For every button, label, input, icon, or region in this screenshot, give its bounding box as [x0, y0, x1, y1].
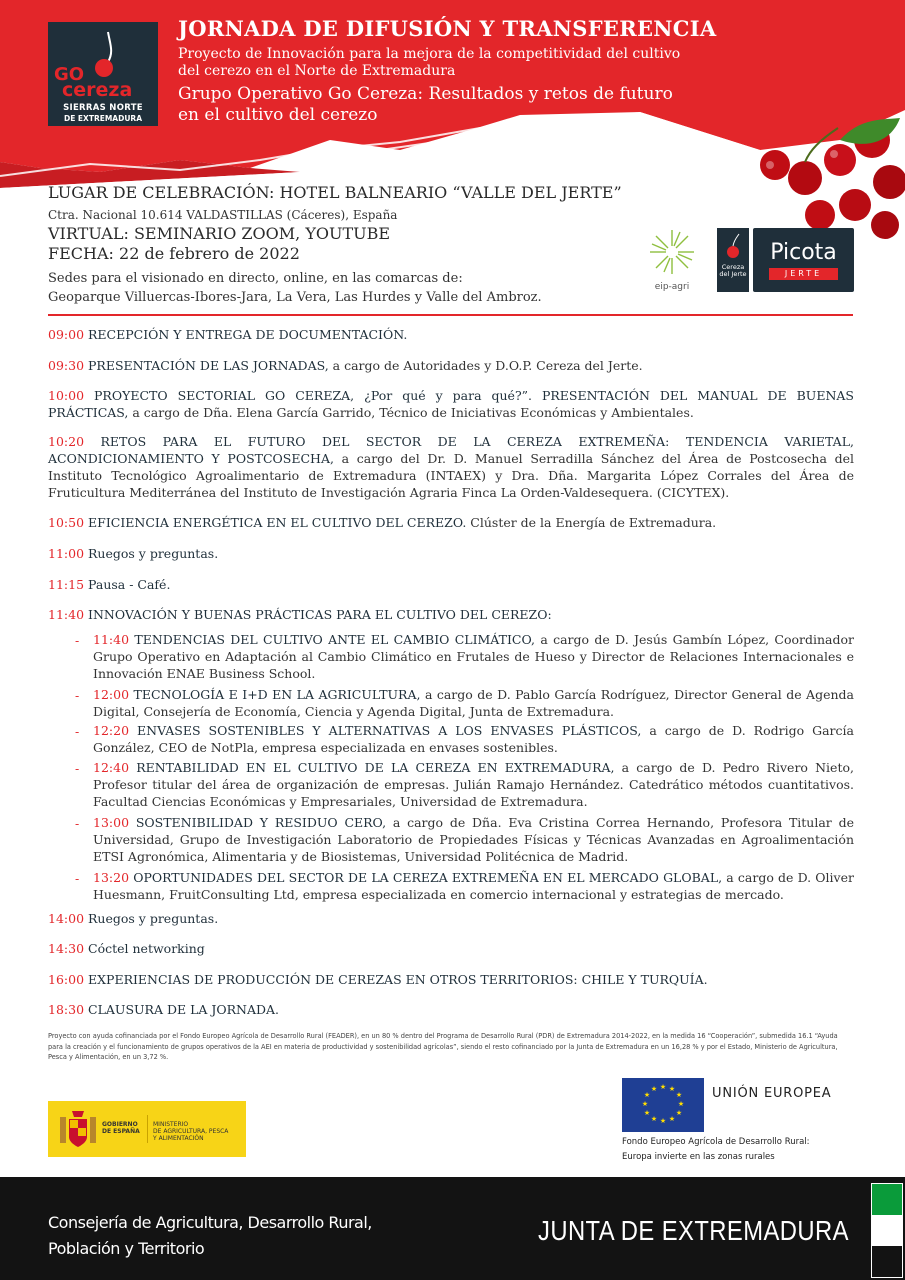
flag-stripe-green — [872, 1184, 902, 1215]
project-subtitle — [178, 46, 718, 80]
program-title: CLAUSURA DE LA JORNADA. — [88, 1002, 280, 1017]
svg-text:★: ★ — [659, 1083, 667, 1091]
program-time: 10:50 — [48, 515, 85, 530]
feader-slogan: Europa invierte en las zonas rurales — [622, 1152, 775, 1162]
event-date: FECHA: 22 de febrero de 2022 — [48, 244, 300, 263]
program-time: 18:30 — [48, 1002, 85, 1017]
program-time: 09:30 — [48, 358, 85, 373]
picota-sub-label: JERTE — [769, 268, 838, 280]
group-title-line: en el cultivo del cerezo — [178, 105, 378, 125]
eip-agri-icon — [644, 226, 700, 278]
program-item — [48, 545, 854, 562]
program-title: EFICIENCIA ENERGÉTICA EN EL CULTIVO DEL CEREZO. — [88, 515, 467, 530]
subitem-title: TECNOLOGÍA E I+D EN LA AGRICULTURA, — [133, 687, 421, 702]
eu-label: UNIÓN EUROPEA — [712, 1086, 832, 1101]
program-text: a cargo de Autoridades y D.O.P. Cereza del Jerte. — [328, 358, 643, 373]
program-title: Pausa - Café. — [88, 577, 171, 592]
program-title: Cóctel networking — [88, 941, 205, 956]
program-time: 16:00 — [48, 972, 85, 987]
subitem — [93, 631, 854, 682]
group-title — [178, 84, 778, 126]
gobierno-label — [102, 1121, 140, 1135]
subitem-time: 13:20 — [93, 870, 130, 885]
coat-of-arms-icon — [56, 1107, 100, 1151]
program-item — [48, 357, 854, 374]
subitem-time: 13:00 — [93, 815, 130, 830]
gobierno-line: GOBIERNO — [102, 1121, 138, 1128]
cereza-jerte-label: Cereza del Jerte — [719, 263, 747, 278]
subitem-time: 12:20 — [93, 723, 130, 738]
picota-jerte-logo — [753, 228, 854, 292]
eu-flag-icon — [622, 1078, 704, 1132]
bullet-dash: - — [75, 816, 80, 831]
subitem — [93, 814, 854, 865]
bullet-dash: - — [75, 688, 80, 703]
program-time: 11:00 — [48, 546, 85, 561]
consejeria-label: Población y Territorio — [48, 1239, 205, 1258]
project-subtitle-line: Proyecto de Innovación para la mejora de la competitividad del cultivo — [178, 46, 681, 62]
program-title: Ruegos y preguntas. — [88, 546, 219, 561]
subitem — [93, 722, 854, 756]
bullet-dash: - — [75, 761, 80, 776]
subitem-time: 12:00 — [93, 687, 130, 702]
group-title-line: Grupo Operativo Go Cereza: Resultados y retos de futuro — [178, 84, 673, 104]
project-subtitle-line: del cerezo en el Norte de Extremadura — [178, 63, 456, 79]
svg-text:★: ★ — [675, 1109, 683, 1117]
program-item — [48, 433, 854, 501]
svg-text:★: ★ — [659, 1117, 667, 1125]
subitem-text: a cargo de D. Pablo García Rodríguez, Director General de Agenda Digital, Consejería de Economía, Ciencia y Agenda Digital, Junta de Extremadura. — [93, 687, 854, 719]
bullet-dash: - — [75, 724, 80, 739]
svg-text:★: ★ — [650, 1085, 658, 1093]
ministerio-line: DE AGRICULTURA, PESCA — [153, 1128, 229, 1135]
picota-label: Picota — [770, 240, 837, 265]
flag-stripe-white — [872, 1215, 902, 1246]
subitem — [93, 869, 854, 903]
cereza-jerte-logo — [717, 228, 749, 292]
subitem-title: SOSTENIBILIDAD Y RESIDUO CERO, — [135, 815, 387, 830]
logo-subtitle-2: DE EXTREMADURA — [63, 114, 143, 123]
ministerio-line: MINISTERIO — [153, 1121, 189, 1128]
bullet-dash: - — [75, 633, 80, 648]
virtual-info: VIRTUAL: SEMINARIO ZOOM, YOUTUBE — [48, 224, 391, 243]
flag-stripe-black — [872, 1246, 902, 1277]
extremadura-flag-icon — [871, 1183, 903, 1278]
subitem-text: a cargo de D. Oliver Huesmann, FruitConsulting Ltd, empresa especializada en comercio internacional y estrategias de mercado. — [93, 870, 854, 902]
logo-subtitle-1: SIERRAS NORTE — [63, 103, 143, 113]
location-address: Ctra. Nacional 10.614 VALDASTILLAS (Cáceres), España — [48, 208, 398, 222]
program-time: 10:20 — [48, 434, 85, 449]
program-title: PRESENTACIÓN DE LAS JORNADAS, — [88, 358, 329, 373]
eip-agri-logo — [644, 226, 700, 294]
program-time: 14:30 — [48, 941, 85, 956]
program-time: 14:00 — [48, 911, 85, 926]
program-text: Clúster de la Energía de Extremadura. — [466, 515, 717, 530]
gobierno-line: DE ESPAÑA — [102, 1128, 140, 1135]
svg-text:★: ★ — [643, 1109, 651, 1117]
section-divider — [48, 314, 853, 316]
logo-cereza-text: cereza — [62, 79, 133, 101]
program-title: RETOS PARA EL FUTURO DEL SECTOR DE LA CEREZA EXTREMEÑA: TENDENCIA VARIETAL, ACONDICIONAMIENTO Y POSTCOSECHA, — [48, 434, 854, 466]
subitem — [93, 759, 854, 810]
bullet-dash: - — [75, 871, 80, 886]
consejeria-label: Consejería de Agricultura, Desarrollo Rural, — [48, 1213, 372, 1232]
program-title: RECEPCIÓN Y ENTREGA DE DOCUMENTACIÓN. — [88, 327, 408, 342]
program-item — [48, 514, 854, 531]
svg-text:★: ★ — [668, 1085, 676, 1093]
program-time: 11:15 — [48, 577, 85, 592]
program-time: 10:00 — [48, 388, 85, 403]
program-item — [48, 971, 854, 988]
ministerio-line: Y ALIMENTACIÓN — [153, 1135, 204, 1142]
program-title: Ruegos y preguntas. — [88, 911, 219, 926]
program-item — [48, 387, 854, 421]
feader-label: Fondo Europeo Agrícola de Desarrollo Rural: — [622, 1137, 810, 1147]
cherry-icon — [717, 228, 749, 264]
ministerio-label — [153, 1121, 228, 1142]
subitem-title: TENDENCIAS DEL CULTIVO ANTE EL CAMBIO CLIMÁTICO, — [134, 632, 535, 647]
program-title: INNOVACIÓN Y BUENAS PRÁCTICAS PARA EL CULTIVO DEL CEREZO: — [88, 607, 552, 622]
subitem-title: OPORTUNIDADES DEL SECTOR DE LA CEREZA EXTREMEÑA EN EL MERCADO GLOBAL, — [133, 870, 723, 885]
program-item — [48, 576, 854, 593]
program-text: a cargo del Dr. D. Manuel Serradilla Sánchez del Área de Postcosecha del Instituto Tecnológico Agroalimentario de Extremadura (INTAEX) y Dra. Dña. Margarita López Corrales del Área de Fruticultura Mediterránea del Instituto de Investigación Agraria Finca La Orden-Valdesequera. (CICYTEX). — [48, 451, 854, 500]
location-title: LUGAR DE CELEBRACIÓN: HOTEL BALNEARIO “VALLE DEL JERTE” — [48, 183, 622, 202]
gobierno-espana-logo — [48, 1101, 246, 1157]
program-item — [48, 910, 854, 927]
svg-text:★: ★ — [668, 1115, 676, 1123]
svg-text:★: ★ — [643, 1091, 651, 1099]
subitem-title: RENTABILIDAD EN EL CULTIVO DE LA CEREZA EN EXTREMADURA, — [136, 760, 615, 775]
svg-text:★: ★ — [675, 1091, 683, 1099]
subitem-text: a cargo de D. Jesús Gambín López, Coordinador Grupo Operativo en Adaptación al Cambio Climático en Frutales de Hueso y Director de Relaciones Internacionales e Innovación ENAE Business School. — [93, 632, 854, 681]
gobierno-separator — [147, 1115, 148, 1143]
program-text: a cargo de Dña. Elena García Garrido, Técnico de Iniciativas Económicas y Ambientales. — [128, 405, 694, 420]
funding-footnote: Proyecto con ayuda cofinanciada por el Fondo Europeo Agrícola de Desarrollo Rural (FEADER), en un 80 % dentro del Programa de Desarrollo Rural (PDR) de Extremadura 2014-2022, en la medida 16 “Cooperación”, submedida 16.1 “Ayuda para la creación y el funcionamiento de grupos operativos de la AEI en materia de productividad y sostenibilidad agrícolas”, siendo el resto cofinanciado por la Junta de Extremadura en un 16,28 % y por el Estado, Ministerio de Agricultura, Pesca y Alimentación, en un 3,72 %. — [48, 1032, 838, 1061]
go-cereza-logo — [48, 22, 158, 126]
logo-go-text: GO — [54, 64, 85, 85]
program-item — [48, 606, 854, 623]
subitem-time: 12:40 — [93, 760, 130, 775]
eu-stars-icon — [622, 1078, 704, 1132]
subitem — [93, 686, 854, 720]
program-title: EXPERIENCIAS DE PRODUCCIÓN DE CEREZAS EN OTROS TERRITORIOS: CHILE Y TURQUÍA. — [88, 972, 708, 987]
svg-text:★: ★ — [650, 1115, 658, 1123]
footer — [0, 1177, 905, 1280]
subitem-text: a cargo de D. Pedro Rivero Nieto, Profesor titular del área de organización de empresas. Julián Ramajo Hernández. Catedrático métodos cuantitativos. Facultad Ciencias Económicas y Empresariales, Universidad de Extremadura. — [93, 760, 854, 809]
eip-agri-label: eip-agri — [654, 282, 690, 292]
subitem-text: a cargo de Dña. Eva Cristina Correa Hernando, Profesora Titular de Universidad, Grupo de Investigación Laboratorio de Propiedades Físicas y Técnicas Avanzadas en Agroalimentación ETSI Agronómica, Alimentaria y de Biosistemas, Universidad Politécnica de Madrid. — [93, 815, 854, 864]
subitem-time: 11:40 — [93, 632, 130, 647]
sedes-intro: Sedes para el visionado en directo, online, en las comarcas de: — [48, 271, 463, 286]
subitem-text: a cargo de D. Rodrigo García González, CEO de NotPla, empresa especializada en envases sostenibles. — [93, 723, 854, 755]
svg-text:★: ★ — [677, 1100, 685, 1108]
subitem-title: ENVASES SOSTENIBLES Y ALTERNATIVAS A LOS ENVASES PLÁSTICOS, — [137, 723, 642, 738]
program-time: 11:40 — [48, 607, 85, 622]
svg-text:★: ★ — [641, 1100, 649, 1108]
program-item — [48, 940, 854, 957]
page-title: JORNADA DE DIFUSIÓN Y TRANSFERENCIA — [178, 16, 717, 41]
sedes-list: Geoparque Villuercas-Ibores-Jara, La Vera, Las Hurdes y Valle del Ambroz. — [48, 290, 542, 305]
program-item — [48, 1001, 854, 1018]
junta-extremadura-logo: JUNTA DE EXTREMADURA — [538, 1215, 849, 1246]
program-time: 09:00 — [48, 327, 85, 342]
program-item — [48, 326, 854, 343]
program-title: PROYECTO SECTORIAL GO CEREZA, ¿Por qué y para qué?”. PRESENTACIÓN DEL MANUAL DE BUENAS PRÁCTICAS, — [48, 388, 854, 420]
